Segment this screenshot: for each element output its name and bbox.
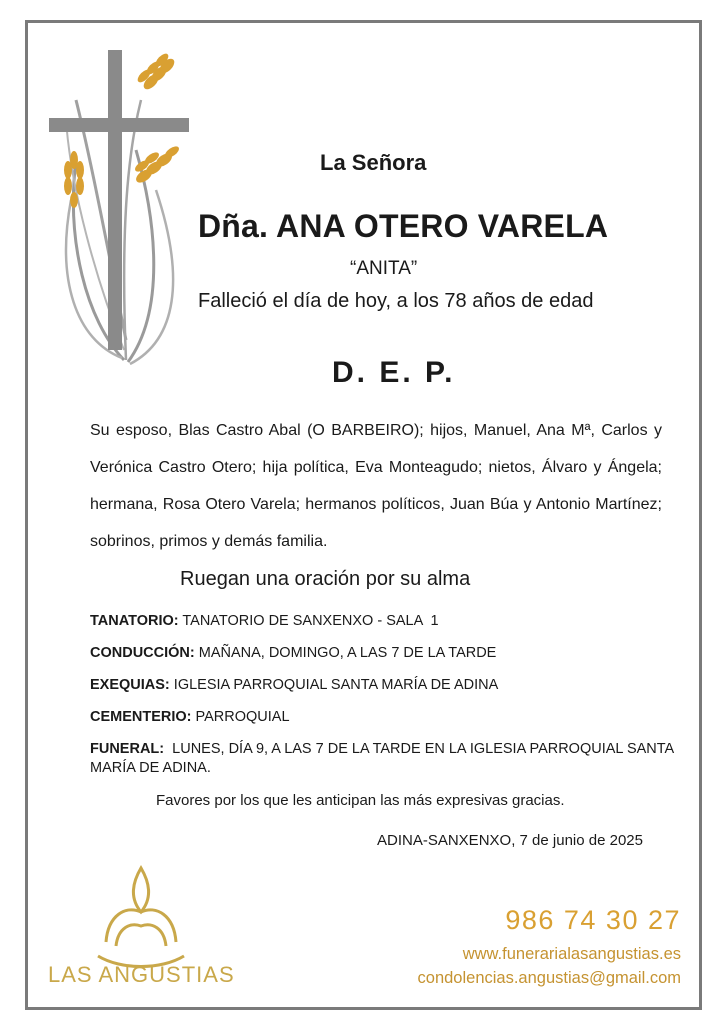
company-name: LAS ANGUSTIAS [48, 962, 235, 987]
detail-exequias: EXEQUIAS: IGLESIA PARROQUIAL SANTA MARÍA DE ADINA [90, 677, 499, 693]
company-website-link[interactable]: www.funerarialasangustias.es [462, 945, 681, 963]
deceased-name: Dña. ANA OTERO VARELA [198, 208, 609, 244]
title-prefix: La Señora [320, 150, 427, 175]
company-phone[interactable]: 986 74 30 27 [505, 905, 681, 935]
cross-wheat-icon [46, 40, 196, 370]
company-email-link[interactable]: condolencias.angustias@gmail.com [417, 969, 681, 987]
detail-funeral: FUNERAL: LUNES, DÍA 9, A LAS 7 DE LA TARDE EN LA IGLESIA PARROQUIAL SANTA MARÍA DE ADINA. [90, 741, 678, 776]
detail-tanatorio: TANATORIO: TANATORIO DE SANXENXO - SALA 1 [90, 613, 439, 629]
family-paragraph: Su esposo, Blas Castro Abal (O BARBEIRO); hijos, Manuel, Ana Mª, Carlos y Verónica Castro Otero; hija política, Eva Monteagudo; nietos, Álvaro y Ángela; hermana, Rosa Otero Varela; hermanos políticos, Juan Búa y Antonio Martínez; sobrinos, primos y demás familia. [90, 422, 662, 550]
death-statement: Falleció el día de hoy, a los 78 años de edad [198, 290, 594, 312]
detail-conduccion: CONDUCCIÓN: MAÑANA, DOMINGO, A LAS 7 DE LA TARDE [90, 645, 497, 661]
detail-cementerio: CEMENTERIO: PARROQUIAL [90, 709, 290, 725]
service-details [90, 612, 680, 791]
dep-heading: D. E. P. [332, 356, 456, 389]
prayer-request: Ruegan una oración por su alma [180, 568, 471, 590]
nickname: “ANITA” [350, 258, 418, 279]
place-date: ADINA-SANXENXO, 7 de junio de 2025 [377, 832, 643, 849]
thanks-line: Favores por los que les anticipan las más expresivas gracias. [156, 792, 565, 809]
